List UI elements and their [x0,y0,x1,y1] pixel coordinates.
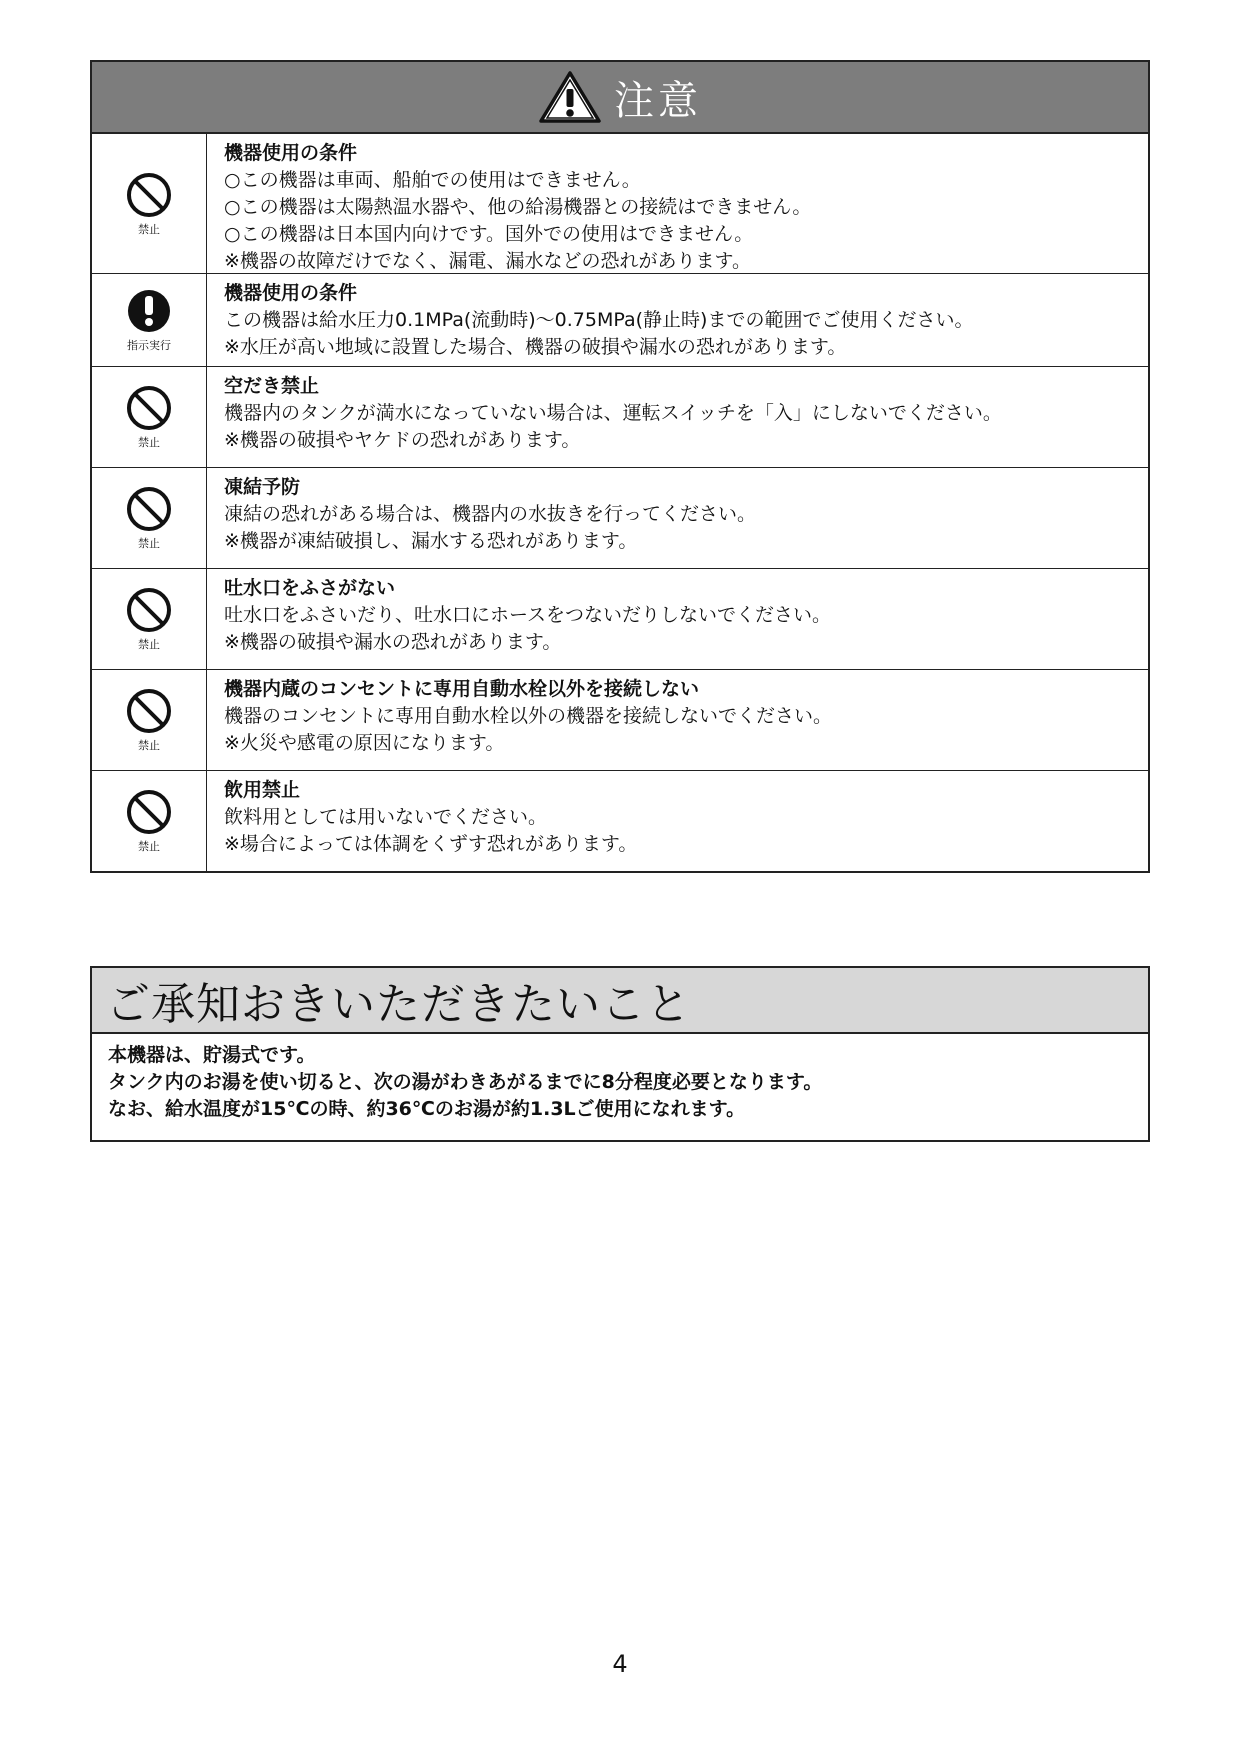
caution-section [90,60,1150,873]
text-cell [207,468,1148,568]
caution-row [92,669,1148,770]
row-text-line: 機器内のタンクが満水になっていない場合は、運転スイッチを「入」にしないでください。 [224,402,1002,424]
symbol-cell [92,468,207,568]
row-text-line: 吐水口をふさいだり、吐水口にホースをつないだりしないでください。 [224,604,832,626]
symbol-label: 禁止 [138,537,160,550]
caution-row [92,568,1148,669]
row-text-line: ○この機器は車両、船舶での使用はできません。 [224,169,641,191]
row-text-line: ○この機器は太陽熱温水器や、他の給湯機器との接続はできません。 [224,196,812,218]
warning-triangle-icon [538,69,602,125]
symbol-label: 禁止 [138,638,160,651]
notice-line: タンク内のお湯を使い切ると、次の湯がわきあがるまでに8分程度必要となります。 [108,1071,823,1093]
row-text-line: ※火災や感電の原因になります。 [224,732,505,754]
caution-rows [92,134,1148,871]
symbol-label: 禁止 [138,222,160,236]
caution-title: 注意 [614,77,702,124]
text-cell [207,569,1148,669]
text-cell [207,134,1148,273]
notice-body [92,1034,1148,1131]
symbol-cell [92,569,207,669]
notice-header [92,968,1148,1034]
row-text-line: 凍結の恐れがある場合は、機器内の水抜きを行ってください。 [224,503,757,525]
notice-section [90,966,1150,1142]
row-title: 吐水口をふさがない [224,577,396,599]
text-cell [207,771,1148,871]
row-title: 飲用禁止 [224,779,301,801]
row-title: 機器内蔵のコンセントに専用自動水栓以外を接続しない [224,678,700,700]
text-cell [207,670,1148,770]
symbol-label: 禁止 [138,840,160,853]
caution-row [92,134,1148,273]
symbol-cell [92,367,207,467]
symbol-cell [92,274,207,366]
row-text-line: 飲料用としては用いないでください。 [224,806,548,828]
row-text-line: ※機器の破損や漏水の恐れがあります。 [224,631,562,653]
prohibition-icon [125,485,173,533]
caution-row [92,366,1148,467]
page-number: 4 [612,1650,628,1678]
text-cell [207,367,1148,467]
symbol-cell [92,670,207,770]
row-text-line: ※水圧が高い地域に設置した場合、機器の破損や漏水の恐れがあります。 [224,336,847,358]
row-title: 機器使用の条件 [224,282,358,304]
prohibition-icon [125,586,173,634]
text-cell [207,274,1148,366]
caution-header [92,62,1148,134]
notice-line: 本機器は、貯湯式です。 [108,1044,316,1066]
caution-row [92,467,1148,568]
notice-line: なお、給水温度が15℃の時、約36℃のお湯が約1.3Lご使用になれます。 [108,1098,746,1120]
row-text-line: 機器のコンセントに専用自動水栓以外の機器を接続しないでください。 [224,705,833,727]
row-text-line: ※場合によっては体調をくずす恐れがあります。 [224,833,638,855]
row-text-line: ※機器の故障だけでなく、漏電、漏水などの恐れがあります。 [224,250,752,272]
row-text-line: ※機器の破損やヤケドの恐れがあります。 [224,429,581,451]
prohibition-icon [125,384,173,432]
row-title: 空だき禁止 [224,375,320,397]
caution-row [92,273,1148,366]
row-text-line: ○この機器は日本国内向けです。国外での使用はできません。 [224,223,754,245]
row-title: 機器使用の条件 [224,142,358,164]
prohibition-icon [125,788,173,836]
symbol-cell [92,771,207,871]
caution-row [92,770,1148,871]
mandatory-action-icon [125,287,173,335]
row-text-line: この機器は給水圧力0.1MPa(流動時)〜0.75MPa(静止時)までの範囲でご使用ください。 [224,309,974,331]
notice-title: ご承知おきいただきたいこと [106,979,691,1030]
prohibition-icon [125,171,173,219]
symbol-label: 指示実行 [127,339,171,352]
row-text-line: ※機器が凍結破損し、漏水する恐れがあります。 [224,530,638,552]
row-title: 凍結予防 [224,476,301,498]
prohibition-icon [125,687,173,735]
symbol-cell [92,134,207,273]
symbol-label: 禁止 [138,436,160,449]
symbol-label: 禁止 [138,739,160,752]
